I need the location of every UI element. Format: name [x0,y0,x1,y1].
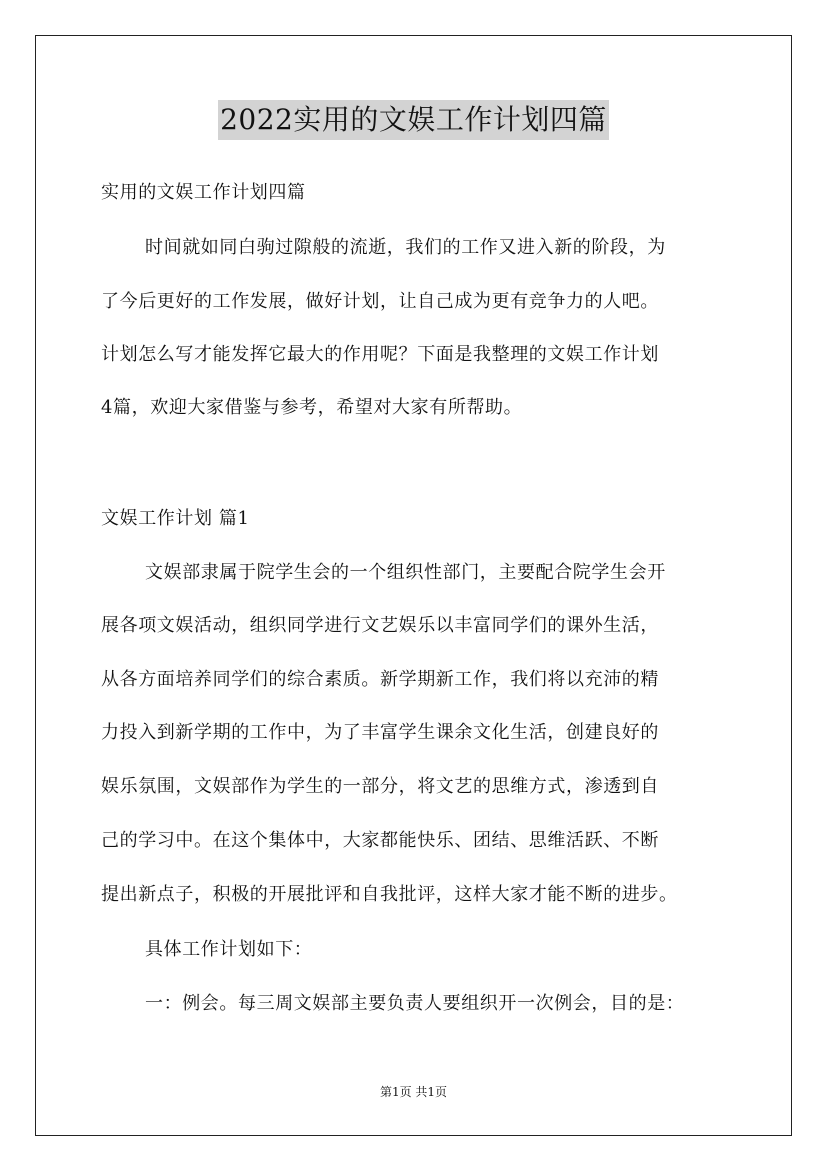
intro-line-4: 4篇，欢迎大家借鉴与参考，希望对大家有所帮助。 [101,397,523,418]
section1-line-3: 从各方面培养同学们的综合素质。新学期新工作，我们将以充沛的精 [101,669,659,690]
intro-line-1: 时间就如同白驹过隙般的流逝，我们的工作又进入新的阶段，为 [145,237,666,258]
section1-heading: 文娱工作计划 篇1 [101,508,250,529]
plan-intro: 具体工作计划如下： [145,939,313,960]
intro-line-2: 了今后更好的工作发展，做好计划，让自己成为更有竞争力的人吧。 [101,291,659,312]
document-title: 2022实用的文娱工作计划四篇 [218,100,609,140]
intro-line-3: 计划怎么写才能发挥它最大的作用呢？下面是我整理的文娱工作计划 [101,344,659,365]
document-subtitle: 实用的文娱工作计划四篇 [101,182,306,203]
section1-line-5: 娱乐氛围，文娱部作为学生的一部分，将文艺的思维方式，渗透到自 [101,776,659,797]
section1-line-2: 展各项文娱活动，组织同学进行文艺娱乐以丰富同学们的课外生活， [101,615,659,636]
section1-line-1: 文娱部隶属于院学生会的一个组织性部门，主要配合院学生会开 [145,562,666,583]
plan-item-1: 一：例会。每三周文娱部主要负责人要组织开一次例会，目的是： [145,993,685,1014]
section1-line-4: 力投入到新学期的工作中，为了丰富学生课余文化生活，创建良好的 [101,722,659,743]
page-footer: 第1页 共1页 [379,1085,448,1099]
section1-line-7: 提出新点子，积极的开展批评和自我批评，这样大家才能不断的进步。 [101,884,678,905]
section1-line-6: 己的学习中。在这个集体中，大家都能快乐、团结、思维活跃、不断 [101,830,659,851]
